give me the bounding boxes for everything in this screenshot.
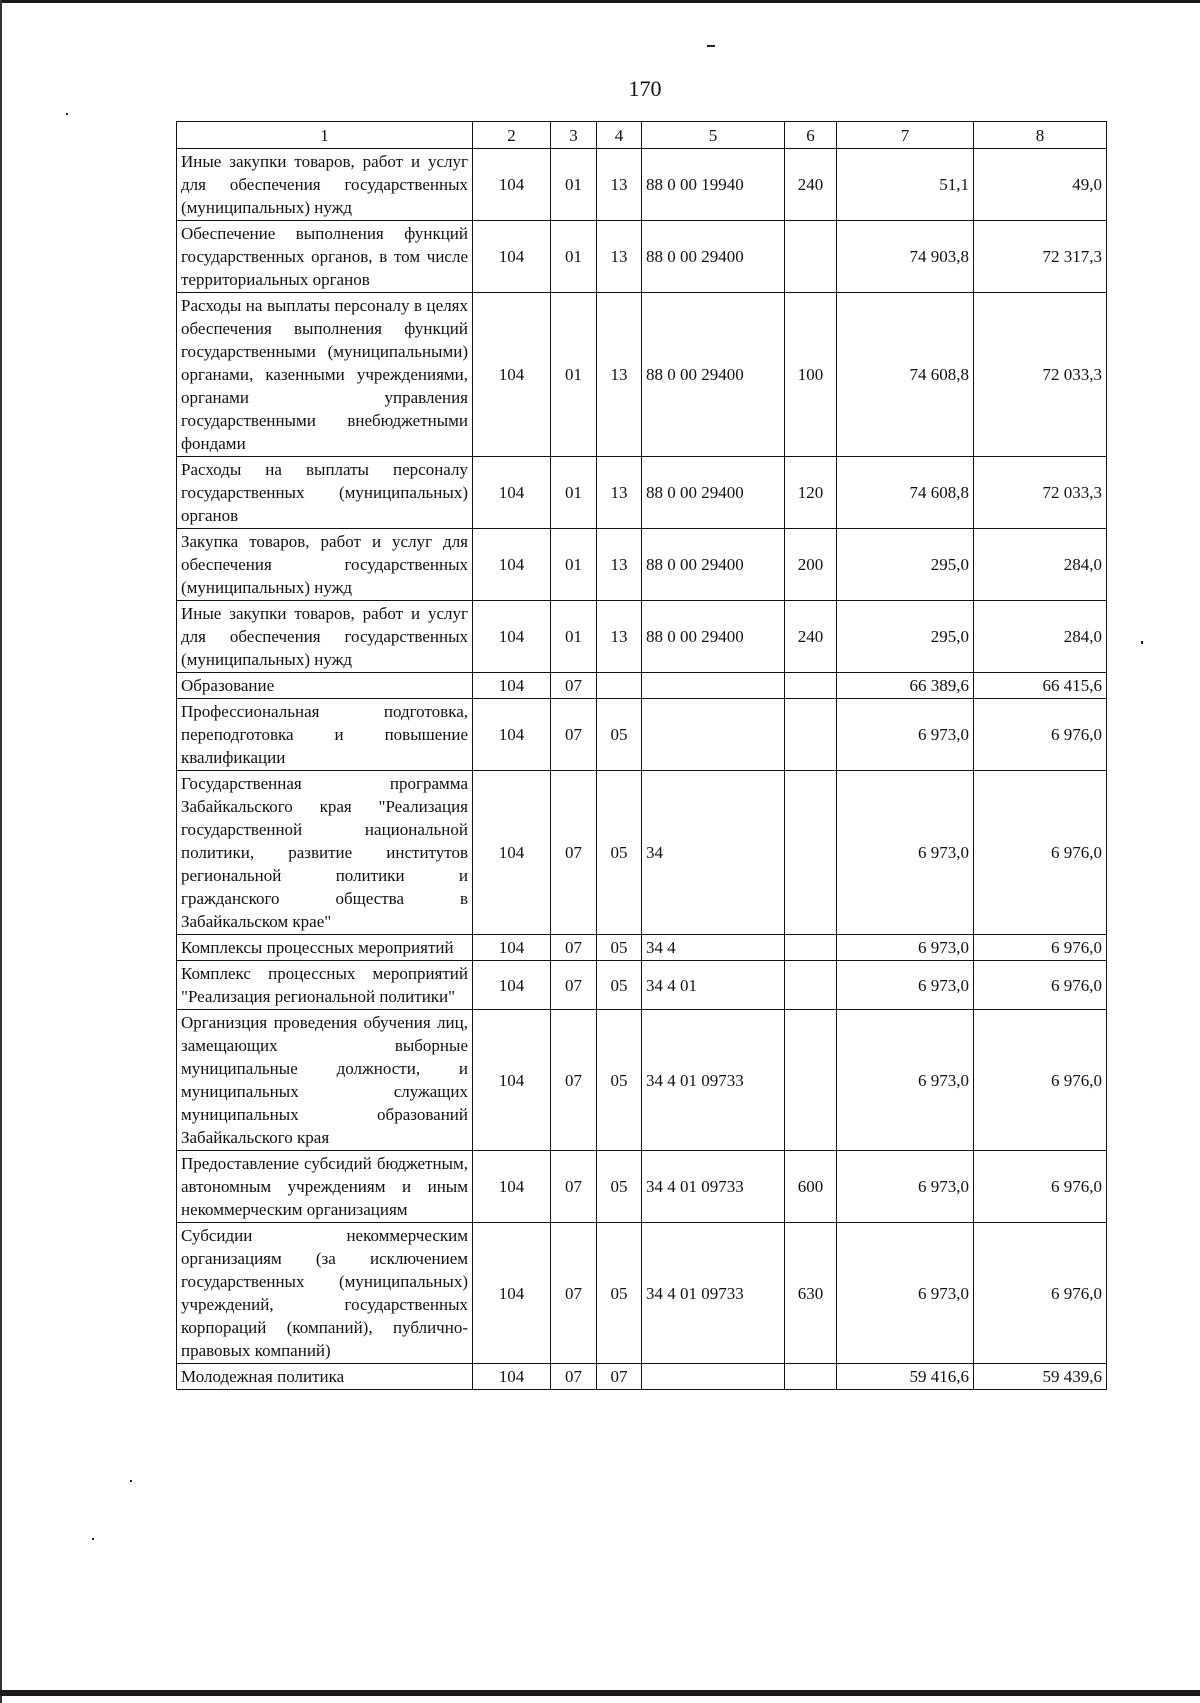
row-col-6 — [785, 673, 837, 699]
row-name-cell: Иные закупки товаров, работ и услуг для обеспечения государственных (муниципальных) нужд — [177, 601, 473, 673]
row-col-8: 72 033,3 — [974, 457, 1107, 529]
row-col-7: 295,0 — [837, 601, 974, 673]
row-col-6 — [785, 935, 837, 961]
row-col-2: 104 — [473, 1364, 551, 1390]
scan-border-top — [0, 0, 1200, 3]
row-col-3: 07 — [551, 935, 597, 961]
row-col-2: 104 — [473, 529, 551, 601]
row-col-5: 34 4 01 — [642, 961, 785, 1010]
row-col-2: 104 — [473, 1151, 551, 1223]
row-col-7: 6 973,0 — [837, 699, 974, 771]
table-row — [177, 221, 1107, 293]
scan-border-bottom — [0, 1690, 1200, 1696]
scan-speck — [66, 113, 68, 115]
row-col-5: 88 0 00 29400 — [642, 457, 785, 529]
row-col-8: 72 317,3 — [974, 221, 1107, 293]
table-row — [177, 149, 1107, 221]
row-col-8: 6 976,0 — [974, 935, 1107, 961]
row-col-6 — [785, 221, 837, 293]
row-col-4: 05 — [597, 699, 642, 771]
header-col-7: 7 — [837, 122, 974, 149]
row-col-7: 74 608,8 — [837, 457, 974, 529]
row-col-5: 34 4 — [642, 935, 785, 961]
row-name-cell: Расходы на выплаты персоналу государственных (муниципальных) органов — [177, 457, 473, 529]
row-col-3: 01 — [551, 601, 597, 673]
table-row — [177, 601, 1107, 673]
row-col-6: 120 — [785, 457, 837, 529]
row-col-5: 88 0 00 29400 — [642, 601, 785, 673]
row-col-8: 66 415,6 — [974, 673, 1107, 699]
row-col-8: 6 976,0 — [974, 961, 1107, 1010]
row-col-2: 104 — [473, 457, 551, 529]
row-col-6: 240 — [785, 149, 837, 221]
row-col-5: 88 0 00 29400 — [642, 221, 785, 293]
table-row — [177, 1151, 1107, 1223]
row-col-4: 13 — [597, 293, 642, 457]
row-col-5: 34 — [642, 771, 785, 935]
row-col-4: 05 — [597, 1223, 642, 1364]
row-col-6 — [785, 699, 837, 771]
row-col-4: 13 — [597, 457, 642, 529]
row-col-2: 104 — [473, 961, 551, 1010]
row-col-8: 284,0 — [974, 529, 1107, 601]
row-col-3: 01 — [551, 457, 597, 529]
table-body — [177, 149, 1107, 1390]
header-col-8: 8 — [974, 122, 1107, 149]
row-col-3: 07 — [551, 1010, 597, 1151]
page-number: 170 — [628, 76, 662, 101]
row-col-5 — [642, 673, 785, 699]
row-col-8: 49,0 — [974, 149, 1107, 221]
row-col-2: 104 — [473, 221, 551, 293]
row-col-4: 13 — [597, 221, 642, 293]
row-col-5 — [642, 1364, 785, 1390]
budget-table — [176, 121, 1107, 1390]
row-col-4: 13 — [597, 529, 642, 601]
row-name-cell: Иные закупки товаров, работ и услуг для обеспечения государственных (муниципальных) нужд — [177, 149, 473, 221]
row-col-3: 01 — [551, 149, 597, 221]
row-col-7: 51,1 — [837, 149, 974, 221]
row-name-cell: Профессиональная подготовка, переподготовка и повышение квалификации — [177, 699, 473, 771]
row-col-8: 6 976,0 — [974, 699, 1107, 771]
row-name-cell: Государственная программа Забайкальского края "Реализация государственной национальной политики, развитие институтов региональной политики и гражданского общества в Забайкальском крае" — [177, 771, 473, 935]
row-col-4: 05 — [597, 961, 642, 1010]
table-row — [177, 1364, 1107, 1390]
row-name-cell: Комплексы процессных мероприятий — [177, 935, 473, 961]
row-col-2: 104 — [473, 1223, 551, 1364]
row-col-5: 88 0 00 29400 — [642, 293, 785, 457]
row-name-cell: Закупка товаров, работ и услуг для обеспечения государственных (муниципальных) нужд — [177, 529, 473, 601]
row-name-cell: Предоставление субсидий бюджетным, автономным учреждениям и иным некоммерческим организациям — [177, 1151, 473, 1223]
row-name-cell: Расходы на выплаты персоналу в целях обеспечения выполнения функций государственными (муниципальными) органами, казенными учреждениями, органами управления государственными внебюджетными фондами — [177, 293, 473, 457]
row-col-5: 34 4 01 09733 — [642, 1223, 785, 1364]
row-col-7: 6 973,0 — [837, 1151, 974, 1223]
row-name-cell: Образование — [177, 673, 473, 699]
row-name-cell: Организция проведения обучения лиц, замещающих выборные муниципальные должности, и муниципальных служащих муниципальных образований Забайкальского края — [177, 1010, 473, 1151]
row-col-4 — [597, 673, 642, 699]
row-col-3: 07 — [551, 771, 597, 935]
row-col-3: 07 — [551, 1223, 597, 1364]
row-col-3: 01 — [551, 529, 597, 601]
table-row — [177, 961, 1107, 1010]
row-col-8: 6 976,0 — [974, 771, 1107, 935]
table-row — [177, 699, 1107, 771]
row-col-8: 6 976,0 — [974, 1223, 1107, 1364]
row-col-2: 104 — [473, 1010, 551, 1151]
row-col-7: 74 608,8 — [837, 293, 974, 457]
row-col-2: 104 — [473, 673, 551, 699]
scan-speck — [707, 45, 715, 47]
scan-speck — [130, 1480, 132, 1482]
table-header — [177, 122, 1107, 149]
row-col-5: 34 4 01 09733 — [642, 1151, 785, 1223]
row-col-6 — [785, 1364, 837, 1390]
row-col-5: 34 4 01 09733 — [642, 1010, 785, 1151]
row-col-2: 104 — [473, 771, 551, 935]
row-name-cell: Комплекс процессных мероприятий "Реализация региональной политики" — [177, 961, 473, 1010]
row-col-6 — [785, 961, 837, 1010]
row-col-7: 66 389,6 — [837, 673, 974, 699]
table-row — [177, 293, 1107, 457]
table-row — [177, 935, 1107, 961]
row-col-4: 05 — [597, 1151, 642, 1223]
row-col-8: 59 439,6 — [974, 1364, 1107, 1390]
row-col-5: 88 0 00 29400 — [642, 529, 785, 601]
row-col-2: 104 — [473, 601, 551, 673]
row-col-4: 05 — [597, 771, 642, 935]
row-col-7: 6 973,0 — [837, 1223, 974, 1364]
row-col-2: 104 — [473, 935, 551, 961]
row-col-2: 104 — [473, 149, 551, 221]
row-col-4: 13 — [597, 149, 642, 221]
scan-speck — [1141, 641, 1143, 644]
row-col-4: 07 — [597, 1364, 642, 1390]
row-col-7: 6 973,0 — [837, 935, 974, 961]
row-col-6: 630 — [785, 1223, 837, 1364]
row-col-7: 295,0 — [837, 529, 974, 601]
row-name-cell: Субсидии некоммерческим организациям (за исключением государственных (муниципальных) учреждений, государственных корпораций (компаний), публично-правовых компаний) — [177, 1223, 473, 1364]
header-row — [177, 122, 1107, 149]
row-col-6: 240 — [785, 601, 837, 673]
row-col-3: 07 — [551, 1364, 597, 1390]
header-col-5: 5 — [642, 122, 785, 149]
row-col-5: 88 0 00 19940 — [642, 149, 785, 221]
table-row — [177, 771, 1107, 935]
header-col-1: 1 — [177, 122, 473, 149]
row-col-3: 01 — [551, 293, 597, 457]
row-col-4: 05 — [597, 935, 642, 961]
row-col-6: 200 — [785, 529, 837, 601]
table-row — [177, 673, 1107, 699]
row-col-6 — [785, 771, 837, 935]
table-row — [177, 1010, 1107, 1151]
row-col-4: 05 — [597, 1010, 642, 1151]
row-col-3: 07 — [551, 1151, 597, 1223]
header-col-4: 4 — [597, 122, 642, 149]
row-col-6: 600 — [785, 1151, 837, 1223]
header-col-6: 6 — [785, 122, 837, 149]
table-row — [177, 1223, 1107, 1364]
row-col-7: 59 416,6 — [837, 1364, 974, 1390]
header-col-2: 2 — [473, 122, 551, 149]
row-name-cell: Обеспечение выполнения функций государственных органов, в том числе территориальных органов — [177, 221, 473, 293]
row-col-7: 6 973,0 — [837, 1010, 974, 1151]
row-col-3: 01 — [551, 221, 597, 293]
row-col-3: 07 — [551, 961, 597, 1010]
table-row — [177, 529, 1107, 601]
scan-border-left — [0, 0, 2, 1703]
row-col-8: 284,0 — [974, 601, 1107, 673]
row-col-3: 07 — [551, 673, 597, 699]
header-col-3: 3 — [551, 122, 597, 149]
row-col-3: 07 — [551, 699, 597, 771]
row-col-5 — [642, 699, 785, 771]
row-col-8: 72 033,3 — [974, 293, 1107, 457]
row-name-cell: Молодежная политика — [177, 1364, 473, 1390]
row-col-6: 100 — [785, 293, 837, 457]
row-col-7: 6 973,0 — [837, 961, 974, 1010]
row-col-7: 74 903,8 — [837, 221, 974, 293]
scan-speck — [92, 1538, 94, 1540]
row-col-4: 13 — [597, 601, 642, 673]
table-row — [177, 457, 1107, 529]
row-col-7: 6 973,0 — [837, 771, 974, 935]
row-col-8: 6 976,0 — [974, 1010, 1107, 1151]
row-col-8: 6 976,0 — [974, 1151, 1107, 1223]
row-col-2: 104 — [473, 293, 551, 457]
row-col-2: 104 — [473, 699, 551, 771]
row-col-6 — [785, 1010, 837, 1151]
